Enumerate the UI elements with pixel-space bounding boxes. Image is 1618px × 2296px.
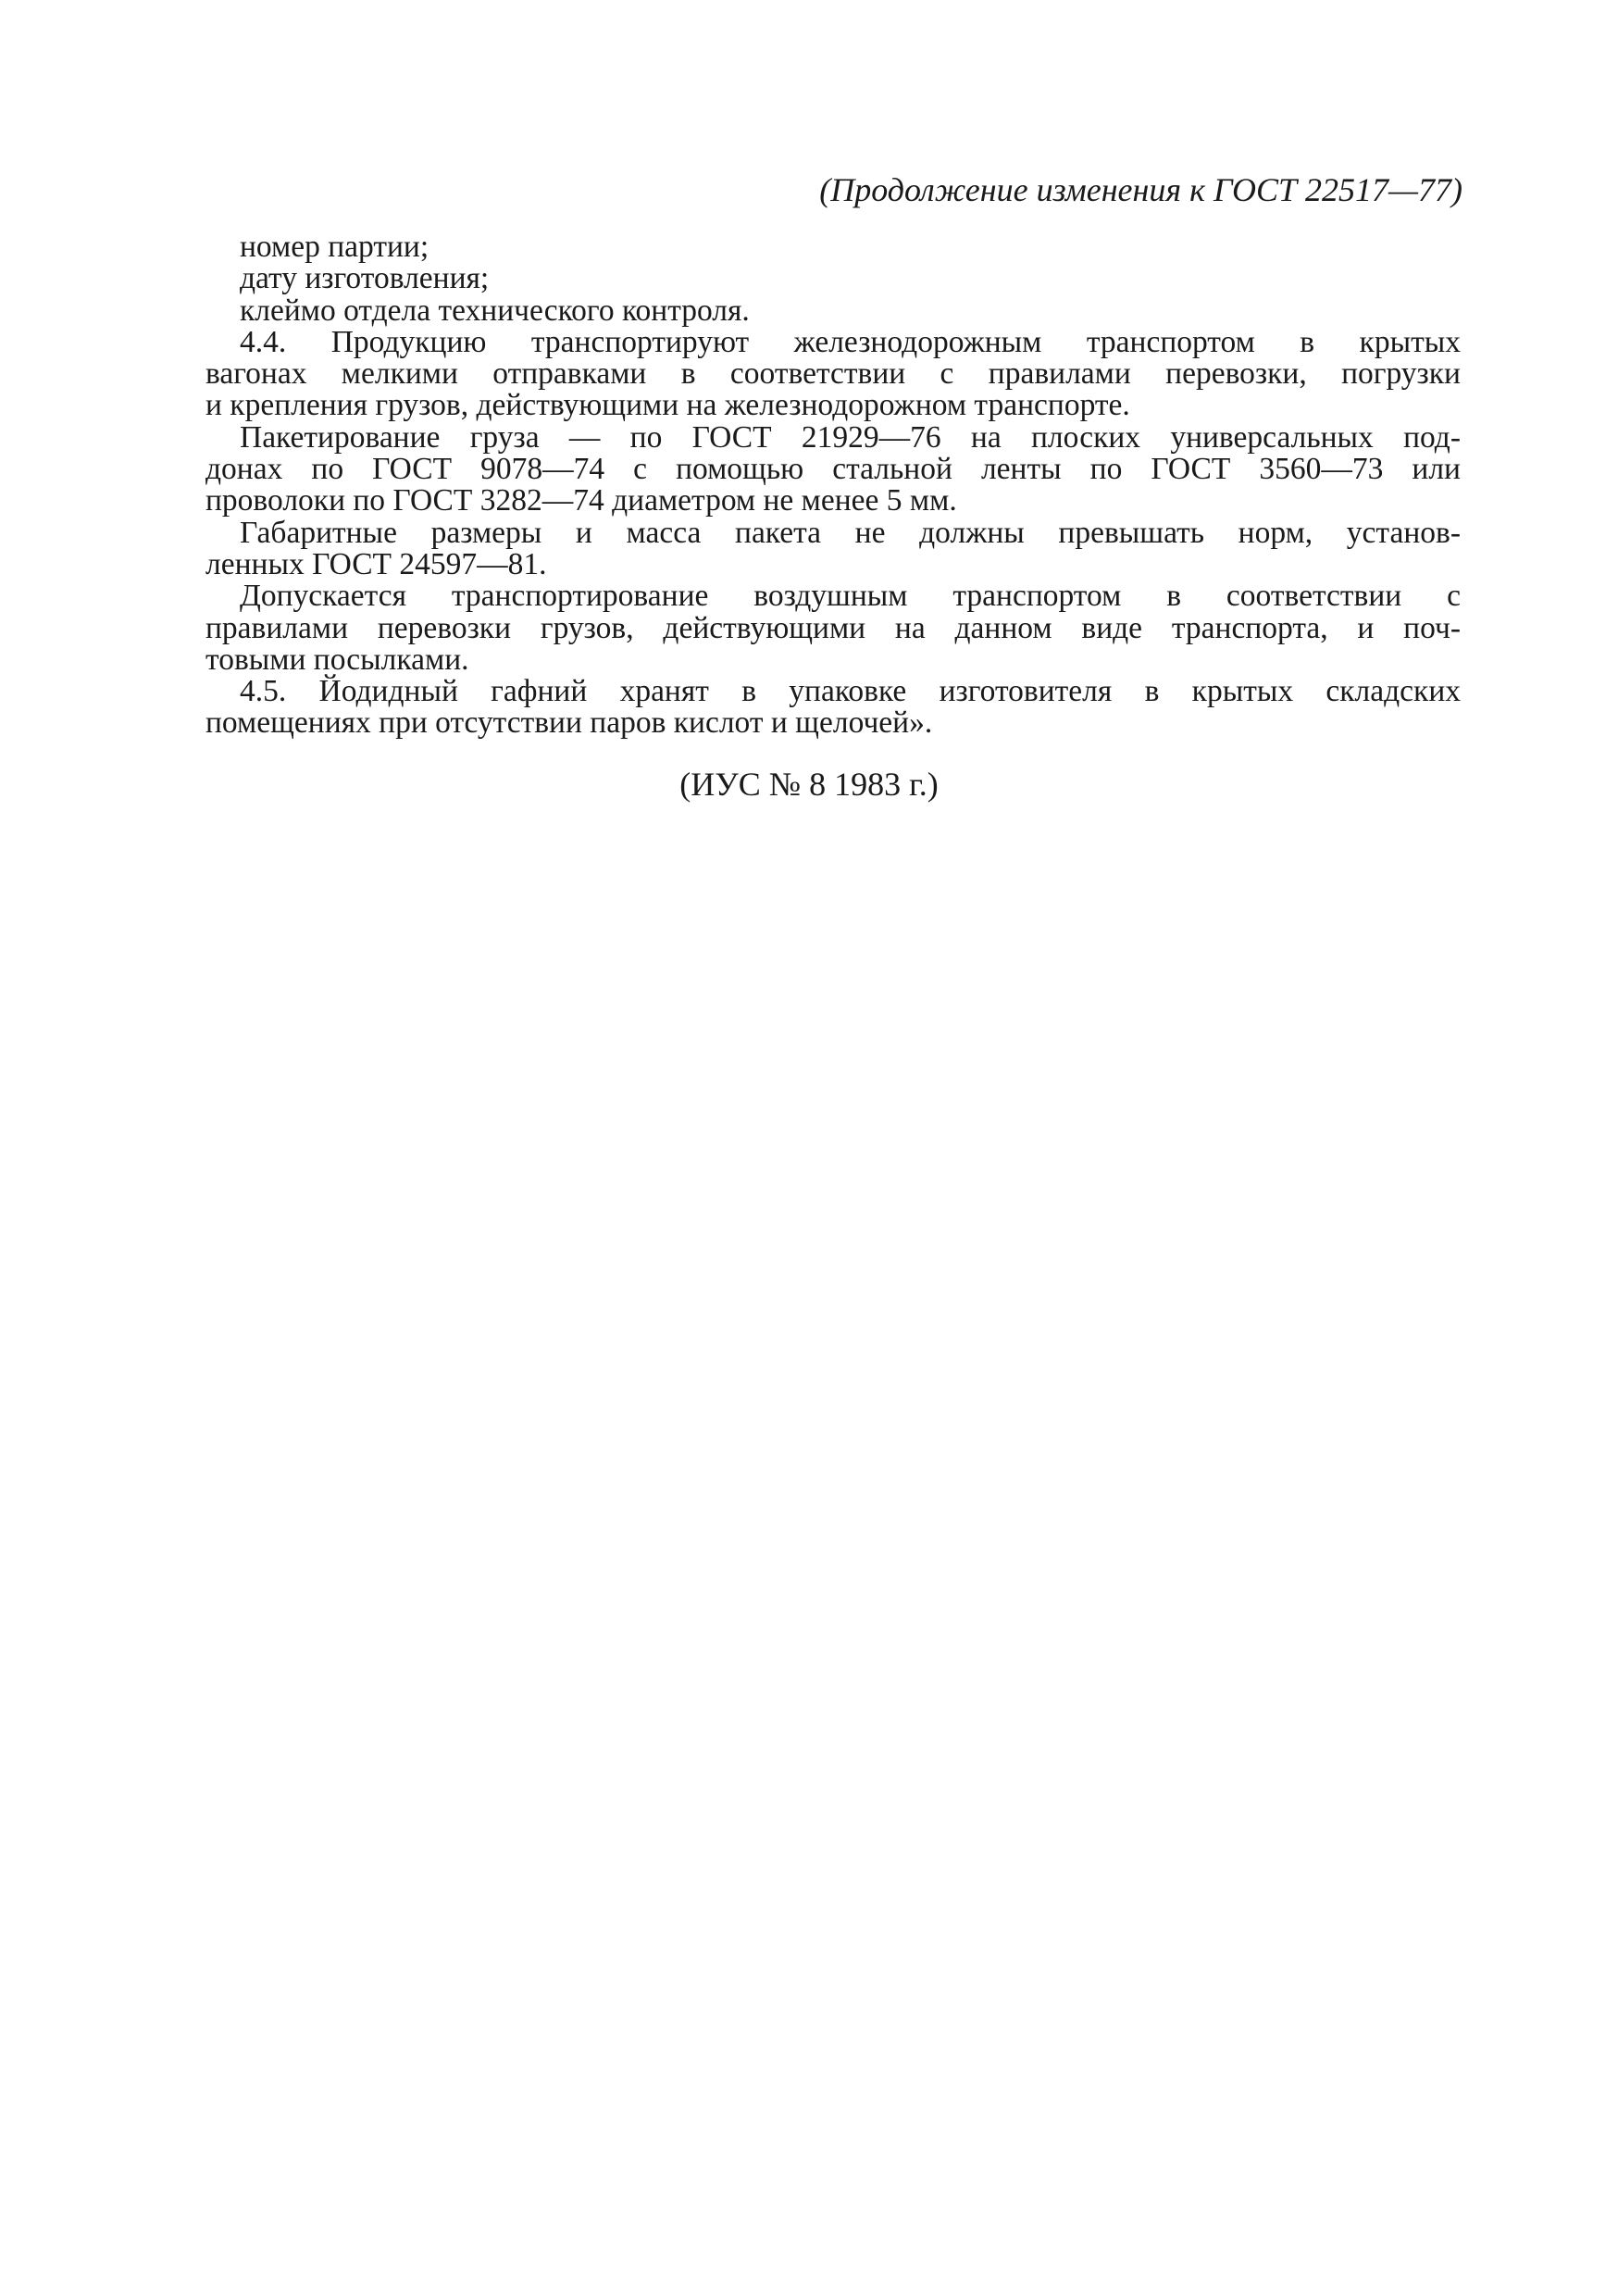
body-line: номер партии;	[240, 230, 429, 264]
body-line: ленных ГОСТ 24597—81.	[205, 546, 547, 581]
body-line: проволоки по ГОСТ 3282—74 диаметром не менее 5 мм.	[205, 483, 957, 518]
body-line: 4.4. Продукцию транспортируют железнодорожным транспортом в крытых	[240, 324, 1461, 359]
body-line: Габаритные размеры и масса пакета не должны превышать норм, установ-	[240, 515, 1461, 550]
body-line: Допускается транспортирование воздушным транспортом в соответствии с	[240, 579, 1461, 614]
body-line: вагонах мелкими отправками в соответствии с правилами перевозки, погрузки	[205, 356, 1461, 392]
body-line: Пакетирование груза — по ГОСТ 21929—76 на плоских универсальных под-	[240, 419, 1461, 455]
body-line: донах по ГОСТ 9078—74 с помощью стальной ленты по ГОСТ 3560—73 или	[205, 452, 1461, 487]
source-reference: (ИУС № 8 1983 г.)	[679, 766, 939, 803]
body-line: и крепления грузов, действующими на железнодорожном транспорте.	[205, 388, 1130, 423]
body-line: 4.5. Йодидный гафний хранят в упаковке изготовителя в крытых складских	[240, 674, 1461, 709]
body-line: клеймо отдела технического контроля.	[240, 293, 750, 328]
continuation-header: (Продолжение изменения к ГОСТ 22517—77)	[819, 171, 1462, 208]
document-body	[205, 231, 1461, 740]
body-line: помещениях при отсутствии паров кислот и щелочей».	[205, 705, 933, 741]
body-line: дату изготовления;	[240, 261, 490, 296]
body-line: товыми посылками.	[205, 642, 469, 677]
body-line: правилами перевозки грузов, действующими на данном виде транспорта, и поч-	[205, 610, 1461, 645]
